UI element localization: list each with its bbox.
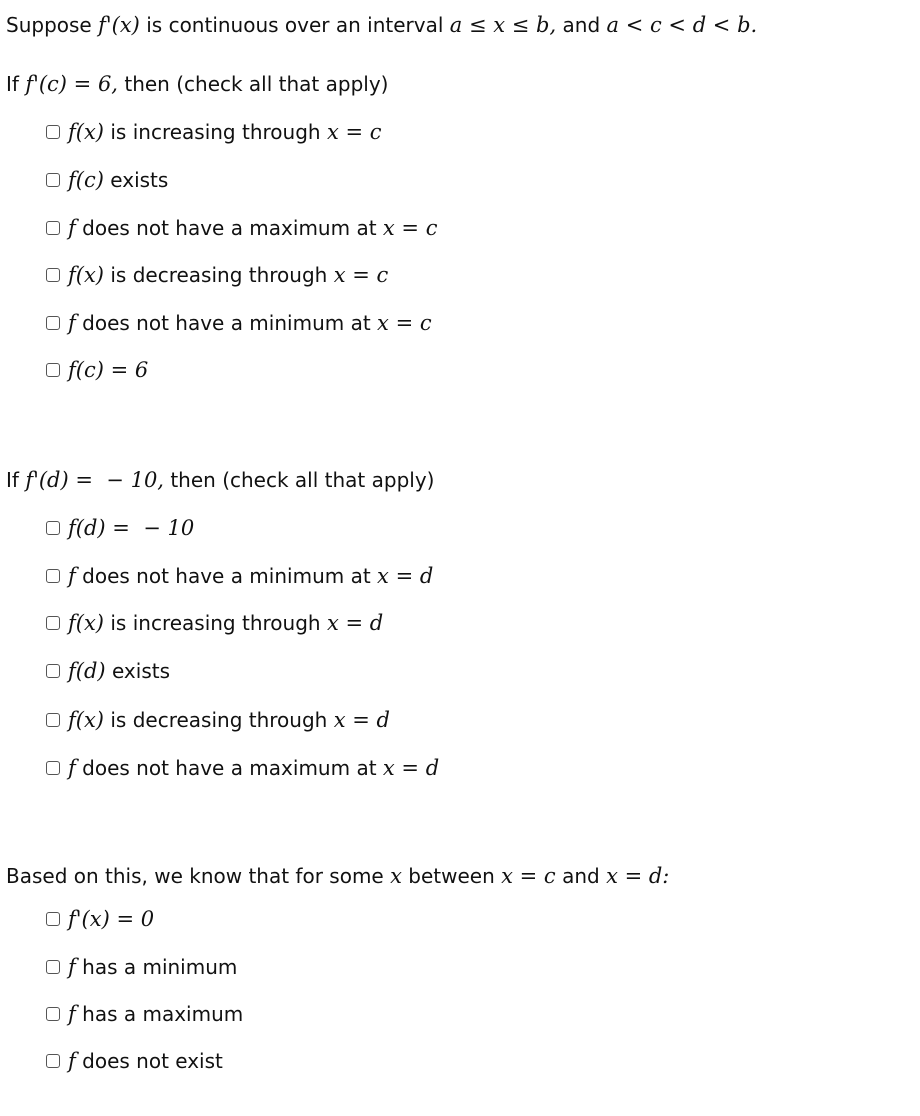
q3-prompt-part-1: Based on this, we know that for some: [6, 864, 384, 888]
q3-prompt-part-2: between: [408, 864, 495, 888]
q1-prompt-math: f'(c) = 6,: [25, 72, 118, 96]
option-math: f: [68, 1049, 76, 1073]
option-math: f(x): [68, 708, 105, 732]
option-math: f(x): [68, 263, 105, 287]
option-text: does not have a minimum at: [82, 564, 371, 588]
q1-prompt-if: If: [6, 72, 19, 96]
option-math: f(x): [68, 120, 105, 144]
checkbox[interactable]: [46, 664, 60, 678]
option-math: f(d): [68, 659, 106, 683]
intro-math-interval: a ≤ x ≤ b,: [449, 13, 557, 37]
option-math-2: x = d: [333, 708, 390, 732]
q2-option[interactable]: [46, 608, 383, 638]
option-math: f(c) = 6: [68, 358, 149, 382]
checkbox[interactable]: [46, 1054, 60, 1068]
option-math: f: [68, 216, 76, 240]
option-text: is decreasing through: [110, 708, 328, 732]
checkbox[interactable]: [46, 363, 60, 377]
option-text: is increasing through: [110, 120, 321, 144]
q1-option[interactable]: [46, 308, 432, 338]
intro-text-before: Suppose: [6, 13, 92, 37]
q1-prompt: [6, 69, 388, 99]
q3-option[interactable]: [46, 952, 237, 982]
option-text: has a maximum: [82, 1002, 244, 1026]
checkbox[interactable]: [46, 268, 60, 282]
intro-statement: [6, 10, 757, 40]
option-math: f(c): [68, 168, 104, 192]
q3-option[interactable]: [46, 904, 154, 934]
q1-option[interactable]: [46, 355, 148, 385]
option-math: f: [68, 756, 76, 780]
intro-math-order: a < c < d < b.: [606, 13, 758, 37]
q3-prompt-part-3: and: [562, 864, 600, 888]
checkbox[interactable]: [46, 125, 60, 139]
q3-option[interactable]: [46, 1046, 223, 1076]
option-math-2: x = c: [382, 216, 438, 240]
q2-prompt: [6, 465, 434, 495]
checkbox[interactable]: [46, 173, 60, 187]
checkbox[interactable]: [46, 1007, 60, 1021]
option-math: f: [68, 955, 76, 979]
option-text: does not have a maximum at: [82, 756, 377, 780]
option-text: does not have a maximum at: [82, 216, 377, 240]
option-math-2: x = c: [377, 311, 432, 335]
option-math: f: [68, 564, 76, 588]
checkbox[interactable]: [46, 960, 60, 974]
checkbox[interactable]: [46, 713, 60, 727]
option-text: does not exist: [82, 1049, 223, 1073]
checkbox[interactable]: [46, 521, 60, 535]
option-math-2: x = d: [326, 611, 384, 635]
option-text: exists: [111, 659, 170, 683]
q2-option[interactable]: [46, 705, 390, 735]
option-math-2: x = c: [326, 120, 382, 144]
option-text: is decreasing through: [110, 263, 328, 287]
option-math: f(x): [68, 611, 105, 635]
q1-option[interactable]: [46, 260, 388, 290]
option-text: has a minimum: [82, 955, 238, 979]
option-math-2: x = d: [382, 756, 440, 780]
q1-prompt-rest: then (check all that apply): [124, 72, 389, 96]
option-math: f'(x) = 0: [68, 907, 155, 931]
option-math-2: x = c: [333, 263, 389, 287]
checkbox[interactable]: [46, 912, 60, 926]
q2-option[interactable]: [46, 656, 170, 686]
checkbox[interactable]: [46, 569, 60, 583]
q1-option[interactable]: [46, 117, 382, 147]
checkbox[interactable]: [46, 221, 60, 235]
q1-option[interactable]: [46, 165, 168, 195]
intro-text-and: and: [562, 13, 601, 37]
q3-prompt: [6, 861, 669, 891]
q1-option[interactable]: [46, 213, 437, 243]
option-math: f: [68, 311, 76, 335]
option-math: f(d) = − 10: [68, 516, 195, 540]
q3-prompt-math-1: x: [390, 864, 402, 888]
q2-option[interactable]: [46, 561, 433, 591]
q2-prompt-rest: then (check all that apply): [170, 468, 435, 492]
option-math: f: [68, 1002, 76, 1026]
q2-option[interactable]: [46, 753, 439, 783]
q3-prompt-math-3: x = d:: [606, 864, 670, 888]
checkbox[interactable]: [46, 616, 60, 630]
checkbox[interactable]: [46, 761, 60, 775]
option-text: is increasing through: [110, 611, 321, 635]
option-text: does not have a minimum at: [82, 311, 371, 335]
q3-prompt-math-2: x = c: [501, 864, 556, 888]
q2-prompt-if: If: [6, 468, 19, 492]
option-text: exists: [110, 168, 169, 192]
option-math-2: x = d: [377, 564, 434, 588]
q2-prompt-math: f'(d) = − 10,: [25, 468, 164, 492]
intro-text-mid: is continuous over an interval: [146, 13, 444, 37]
intro-math-fprime: f'(x): [98, 13, 140, 37]
q2-option[interactable]: [46, 513, 194, 543]
q3-option[interactable]: [46, 999, 243, 1029]
checkbox[interactable]: [46, 316, 60, 330]
